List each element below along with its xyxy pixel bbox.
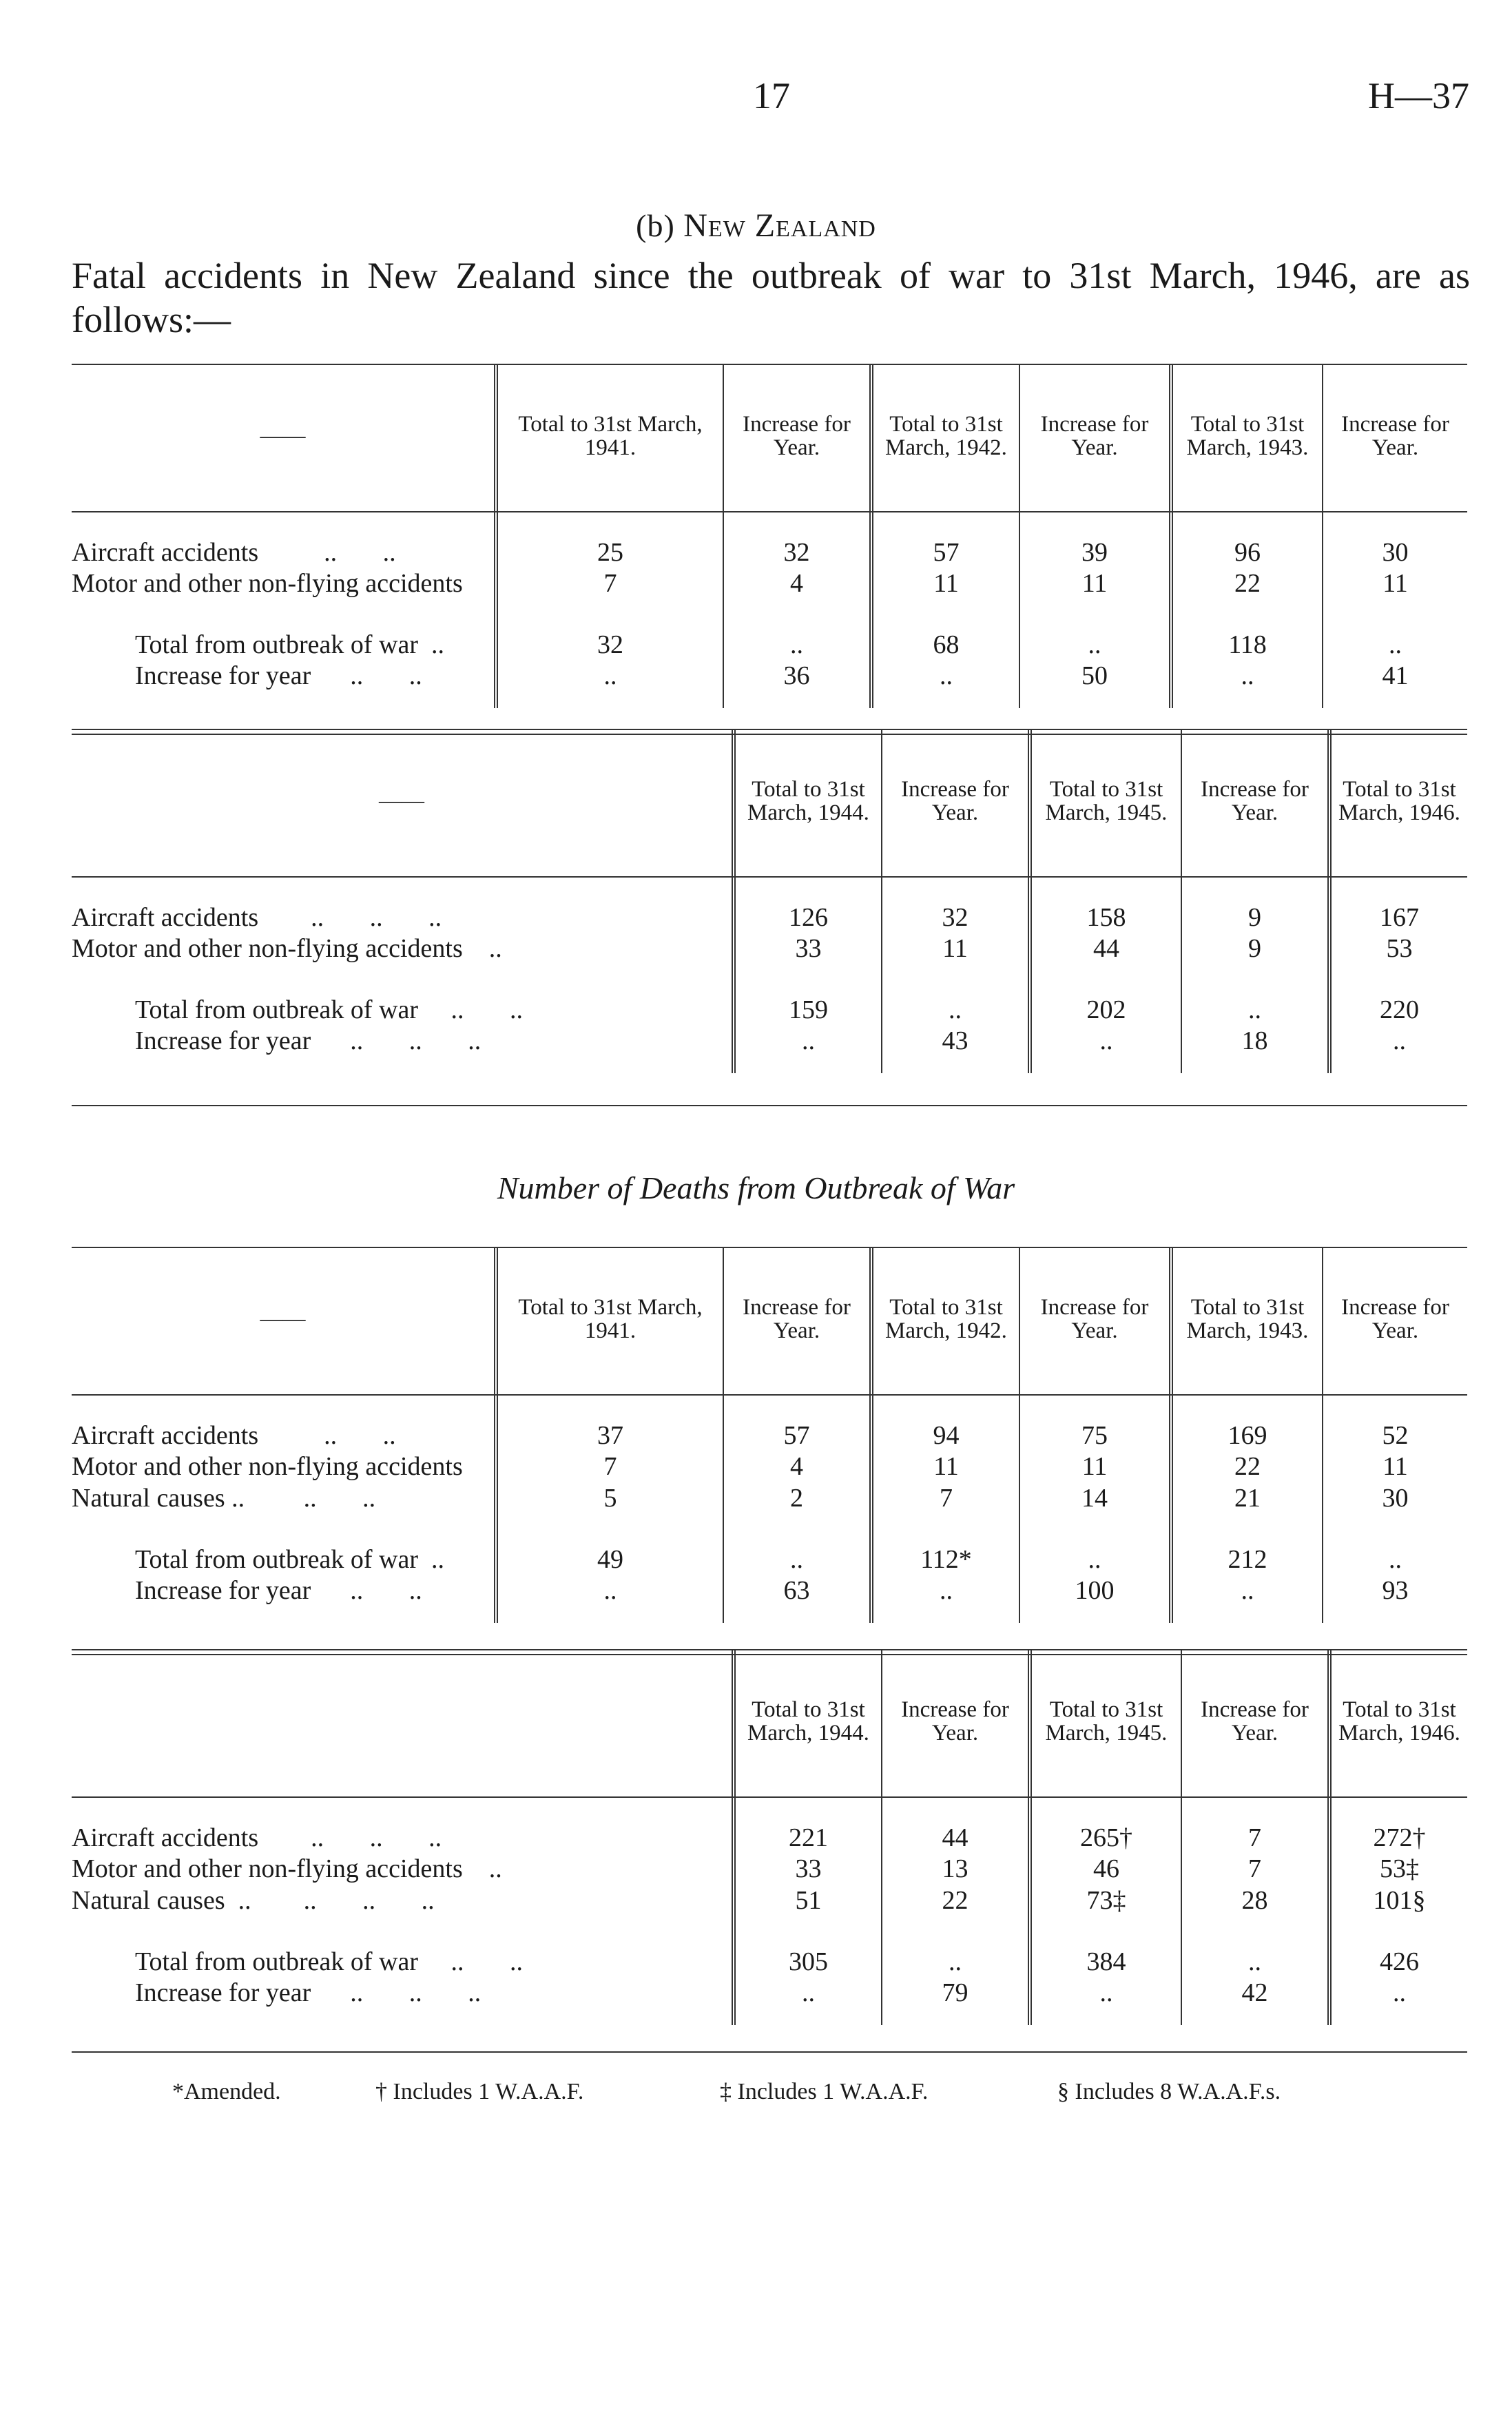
column-header: Increase for Year. bbox=[1323, 1248, 1467, 1390]
row-label: Motor and other non-flying accidents bbox=[72, 569, 463, 598]
table-cell: 7 bbox=[496, 568, 723, 599]
table-cell: 14 bbox=[1019, 1482, 1171, 1514]
table-cell: 11 bbox=[1323, 568, 1467, 599]
table-cell: 30 bbox=[1323, 1482, 1467, 1514]
row-label: Natural causes .. .. .. bbox=[72, 1484, 376, 1513]
table-cell: 169 bbox=[1171, 1390, 1323, 1451]
table-row bbox=[72, 872, 1467, 933]
document-reference: H—37 bbox=[1368, 75, 1469, 116]
table-cell: 158 bbox=[1030, 872, 1181, 933]
row-label: Natural causes .. .. .. .. bbox=[72, 1886, 435, 1915]
column-header: Total to 31st March, 1941. bbox=[496, 1248, 723, 1390]
table-cell: 212 bbox=[1171, 1514, 1323, 1575]
table-cell: 11 bbox=[871, 1451, 1019, 1482]
table-cell: 49 bbox=[496, 1514, 723, 1575]
section-title: New Zealand bbox=[683, 207, 876, 244]
table-cell: .. bbox=[1019, 599, 1171, 660]
table-cell: 33 bbox=[734, 1853, 882, 1885]
table-cell: .. bbox=[734, 1025, 882, 1057]
table-cell: 126 bbox=[734, 872, 882, 933]
table-cell: 21 bbox=[1171, 1482, 1323, 1514]
table-rule bbox=[72, 876, 1467, 878]
table-cell: 265† bbox=[1030, 1792, 1181, 1853]
table-cell: 305 bbox=[734, 1916, 882, 1977]
table-cell: 7 bbox=[1181, 1853, 1329, 1885]
table-cell: 39 bbox=[1019, 507, 1171, 568]
table-row bbox=[72, 1482, 1467, 1514]
table-cell: 5 bbox=[496, 1482, 723, 1514]
table-cell: 46 bbox=[1030, 1853, 1181, 1885]
header-row bbox=[72, 730, 1467, 872]
footnote-section: § Includes 8 W.A.A.F.s. bbox=[1057, 2079, 1281, 2104]
table-cell: 2 bbox=[723, 1482, 871, 1514]
header-row bbox=[72, 1248, 1467, 1390]
table-cell: 30 bbox=[1323, 507, 1467, 568]
table-cell: 75 bbox=[1019, 1390, 1171, 1451]
row-label: Increase for year .. .. .. bbox=[135, 1026, 481, 1055]
table-cell: 13 bbox=[882, 1853, 1030, 1885]
column-header: Increase for Year. bbox=[1019, 1248, 1171, 1390]
table-row bbox=[72, 1916, 1467, 1977]
table-cell: 426 bbox=[1329, 1916, 1467, 1977]
table-cell: 42 bbox=[1181, 1977, 1329, 2009]
column-header: Total to 31st March, 1942. bbox=[871, 365, 1019, 507]
table-cell: 93 bbox=[1323, 1575, 1467, 1606]
table-cell: .. bbox=[1171, 660, 1323, 692]
table-cell: 36 bbox=[723, 660, 871, 692]
deaths-table-1944-1946 bbox=[72, 1650, 1467, 2025]
table-cell: 57 bbox=[871, 507, 1019, 568]
table-cell: 43 bbox=[882, 1025, 1030, 1057]
table-rule bbox=[72, 2051, 1467, 2053]
table-cell: .. bbox=[1030, 1977, 1181, 2009]
table-cell: .. bbox=[1323, 1514, 1467, 1575]
table-cell: 7 bbox=[871, 1482, 1019, 1514]
table-cell: 9 bbox=[1181, 872, 1329, 933]
table-row bbox=[72, 1575, 1467, 1606]
section-heading bbox=[0, 207, 1512, 245]
footnote-dagger: † Includes 1 W.A.A.F. bbox=[375, 2079, 584, 2104]
table-row bbox=[72, 568, 1467, 599]
table-cell: 4 bbox=[723, 1451, 871, 1482]
table-cell: 41 bbox=[1323, 660, 1467, 692]
row-label: Increase for year .. .. .. bbox=[135, 1978, 481, 2007]
table-cell: 22 bbox=[1171, 1451, 1323, 1482]
table-cell: 100 bbox=[1019, 1575, 1171, 1606]
column-header: Total to 31st March, 1945. bbox=[1030, 1650, 1181, 1792]
table-cell: 57 bbox=[723, 1390, 871, 1451]
table-cell: .. bbox=[1181, 964, 1329, 1025]
table-cell: 53‡ bbox=[1329, 1853, 1467, 1885]
table-cell: .. bbox=[882, 1916, 1030, 1977]
table-cell: .. bbox=[723, 599, 871, 660]
table-cell: 44 bbox=[1030, 933, 1181, 964]
row-label: Aircraft accidents .. .. bbox=[72, 538, 396, 567]
header-stub bbox=[72, 1650, 734, 1792]
table-cell: 159 bbox=[734, 964, 882, 1025]
table-rule bbox=[72, 1394, 1467, 1396]
table-cell: .. bbox=[1323, 599, 1467, 660]
table-cell: 79 bbox=[882, 1977, 1030, 2009]
table-cell: 11 bbox=[1019, 1451, 1171, 1482]
table-cell: .. bbox=[1030, 1025, 1181, 1057]
accidents-table-1941-1943 bbox=[72, 365, 1467, 708]
section-letter: (b) bbox=[636, 208, 675, 243]
table-cell: 11 bbox=[871, 568, 1019, 599]
table-cell: 32 bbox=[496, 599, 723, 660]
table-cell: .. bbox=[871, 660, 1019, 692]
footnote-amended: *Amended. bbox=[172, 2079, 281, 2104]
column-header: Increase for Year. bbox=[723, 1248, 871, 1390]
column-header: Increase for Year. bbox=[1019, 365, 1171, 507]
header-row bbox=[72, 1650, 1467, 1792]
row-label: Motor and other non-flying accidents bbox=[72, 1452, 463, 1481]
table-cell: 37 bbox=[496, 1390, 723, 1451]
table-cell: 4 bbox=[723, 568, 871, 599]
table-cell: 7 bbox=[1181, 1792, 1329, 1853]
table-cell: 32 bbox=[723, 507, 871, 568]
table-cell: 11 bbox=[1019, 568, 1171, 599]
table-cell: 112* bbox=[871, 1514, 1019, 1575]
column-header: Total to 31st March, 1944. bbox=[734, 1650, 882, 1792]
row-label: Total from outbreak of war .. .. bbox=[135, 1947, 523, 1976]
table-cell: 53 bbox=[1329, 933, 1467, 964]
table-row bbox=[72, 1514, 1467, 1575]
table-row bbox=[72, 599, 1467, 660]
table-cell: .. bbox=[734, 1977, 882, 2009]
column-header: Increase for Year. bbox=[1323, 365, 1467, 507]
table-rule bbox=[72, 729, 1467, 735]
table-cell: .. bbox=[1171, 1575, 1323, 1606]
table-cell: 22 bbox=[1171, 568, 1323, 599]
table-row bbox=[72, 1025, 1467, 1057]
column-header: Total to 31st March, 1946. bbox=[1329, 730, 1467, 872]
table-cell: 96 bbox=[1171, 507, 1323, 568]
column-header: Total to 31st March, 1943. bbox=[1171, 365, 1323, 507]
table-cell: 51 bbox=[734, 1885, 882, 1916]
table-cell: 33 bbox=[734, 933, 882, 964]
row-label: Motor and other non-flying accidents .. bbox=[72, 1854, 502, 1883]
table-cell: 118 bbox=[1171, 599, 1323, 660]
table-cell: 11 bbox=[1323, 1451, 1467, 1482]
table-cell: 22 bbox=[882, 1885, 1030, 1916]
deaths-table-1941-1943 bbox=[72, 1248, 1467, 1623]
table-cell: .. bbox=[723, 1514, 871, 1575]
table-cell: 9 bbox=[1181, 933, 1329, 964]
column-header: Total to 31st March, 1944. bbox=[734, 730, 882, 872]
accidents-table-1944-1946 bbox=[72, 730, 1467, 1073]
table-cell: .. bbox=[1181, 1916, 1329, 1977]
table-row bbox=[72, 1977, 1467, 2009]
row-label: Total from outbreak of war .. .. bbox=[135, 995, 523, 1024]
table-cell: 220 bbox=[1329, 964, 1467, 1025]
column-header: Total to 31st March, 1946. bbox=[1329, 1650, 1467, 1792]
table-row bbox=[72, 507, 1467, 568]
table-cell: 94 bbox=[871, 1390, 1019, 1451]
table-cell: .. bbox=[871, 1575, 1019, 1606]
row-label: Motor and other non-flying accidents .. bbox=[72, 934, 502, 963]
column-header: Increase for Year. bbox=[1181, 1650, 1329, 1792]
page-number: 17 bbox=[753, 75, 790, 116]
table-cell: 384 bbox=[1030, 1916, 1181, 1977]
table-cell: 44 bbox=[882, 1792, 1030, 1853]
column-header: Total to 31st March, 1942. bbox=[871, 1248, 1019, 1390]
column-header: Total to 31st March, 1945. bbox=[1030, 730, 1181, 872]
column-header: Increase for Year. bbox=[882, 1650, 1030, 1792]
table-cell: 272† bbox=[1329, 1792, 1467, 1853]
column-header: Total to 31st March, 1943. bbox=[1171, 1248, 1323, 1390]
table-cell: 18 bbox=[1181, 1025, 1329, 1057]
table-cell: 52 bbox=[1323, 1390, 1467, 1451]
table-row bbox=[72, 933, 1467, 964]
table-rule bbox=[72, 511, 1467, 512]
table-cell: 101§ bbox=[1329, 1885, 1467, 1916]
row-label: Aircraft accidents .. .. .. bbox=[72, 903, 442, 932]
table-cell: .. bbox=[882, 964, 1030, 1025]
table-row bbox=[72, 1885, 1467, 1916]
table-cell: 73‡ bbox=[1030, 1885, 1181, 1916]
intro-paragraph: Fatal accidents in New Zealand since the outbreak of war to 31st March, 1946, are as follows:— bbox=[72, 255, 1470, 340]
table-cell: 7 bbox=[496, 1451, 723, 1482]
column-header: Increase for Year. bbox=[882, 730, 1030, 872]
table-row bbox=[72, 1853, 1467, 1885]
column-header: Total to 31st March, 1941. bbox=[496, 365, 723, 507]
table-cell: 50 bbox=[1019, 660, 1171, 692]
table-cell: 221 bbox=[734, 1792, 882, 1853]
row-label: Increase for year .. .. bbox=[135, 1576, 422, 1605]
column-header: Increase for Year. bbox=[723, 365, 871, 507]
column-header: Increase for Year. bbox=[1181, 730, 1329, 872]
table-row bbox=[72, 1390, 1467, 1451]
row-label: Aircraft accidents .. .. .. bbox=[72, 1823, 442, 1852]
table-cell: .. bbox=[1329, 1025, 1467, 1057]
table-cell: 11 bbox=[882, 933, 1030, 964]
table-row bbox=[72, 1792, 1467, 1853]
header-row bbox=[72, 365, 1467, 507]
deaths-table-title: Number of Deaths from Outbreak of War bbox=[497, 1170, 1015, 1205]
header-stub: —— bbox=[379, 789, 424, 814]
table-rule bbox=[72, 1649, 1467, 1655]
table-rule bbox=[72, 1796, 1467, 1798]
header-stub: —— bbox=[260, 424, 306, 448]
table-cell: .. bbox=[1019, 1514, 1171, 1575]
table-row bbox=[72, 660, 1467, 692]
row-label: Total from outbreak of war .. bbox=[135, 630, 444, 659]
table-row bbox=[72, 1451, 1467, 1482]
table-row bbox=[72, 964, 1467, 1025]
header-stub: —— bbox=[260, 1307, 306, 1332]
table-cell: .. bbox=[496, 660, 723, 692]
footnote-double-dagger: ‡ Includes 1 W.A.A.F. bbox=[720, 2079, 929, 2104]
table-cell: 202 bbox=[1030, 964, 1181, 1025]
table-rule bbox=[72, 1105, 1467, 1106]
table-cell: 167 bbox=[1329, 872, 1467, 933]
table-cell: .. bbox=[1329, 1977, 1467, 2009]
table-cell: 63 bbox=[723, 1575, 871, 1606]
table-cell: 68 bbox=[871, 599, 1019, 660]
table-cell: 25 bbox=[496, 507, 723, 568]
table-cell: 32 bbox=[882, 872, 1030, 933]
row-label: Increase for year .. .. bbox=[135, 661, 422, 690]
table-cell: .. bbox=[496, 1575, 723, 1606]
row-label: Total from outbreak of war .. bbox=[135, 1545, 444, 1574]
table-cell: 28 bbox=[1181, 1885, 1329, 1916]
row-label: Aircraft accidents .. .. bbox=[72, 1421, 396, 1450]
